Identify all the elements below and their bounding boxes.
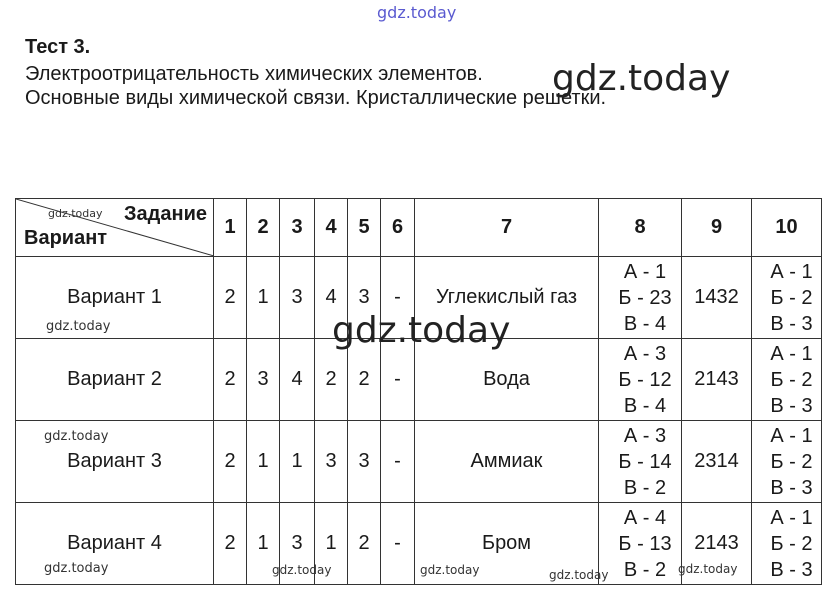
match-line: А - 3 bbox=[623, 342, 667, 365]
answer-cell-multi bbox=[752, 339, 822, 421]
header-col-10: 10 bbox=[752, 199, 822, 257]
match-line: В - 2 bbox=[623, 476, 667, 499]
match-line: Б - 23 bbox=[618, 286, 672, 309]
answer-value: 3 bbox=[291, 532, 303, 554]
answer-cell: 1 bbox=[280, 421, 315, 503]
match-line: А - 1 bbox=[770, 424, 813, 447]
title-block bbox=[25, 36, 606, 110]
variant-label: Вариант 1 bbox=[67, 286, 162, 308]
subtitle-line-1: Электроотрицательность химических элементов. bbox=[25, 63, 483, 85]
answer-cell: - bbox=[381, 339, 415, 421]
match-line: Б - 14 bbox=[618, 450, 672, 473]
header-col-7: 7 bbox=[415, 199, 599, 257]
watermark-row1: gdz.today bbox=[46, 319, 111, 334]
header-col-9: 9 bbox=[682, 199, 752, 257]
match-line: А - 1 bbox=[770, 260, 813, 283]
match-line: А - 4 bbox=[623, 506, 667, 529]
answer-cell-multi bbox=[752, 257, 822, 339]
answer-cell: - bbox=[381, 421, 415, 503]
header-corner-cell bbox=[16, 199, 214, 257]
answer-cell: Вода bbox=[415, 339, 599, 421]
answer-cell: - bbox=[381, 503, 415, 585]
match-line: А - 1 bbox=[623, 260, 667, 283]
answer-cell: 2314 bbox=[682, 421, 752, 503]
watermark-row4-col3: gdz.today bbox=[272, 563, 332, 577]
match-line: В - 4 bbox=[623, 394, 667, 417]
subtitle-line-2: Основные виды химической связи. Кристаллические решетки. bbox=[25, 87, 607, 109]
variant-name bbox=[16, 421, 214, 503]
variant-name bbox=[16, 257, 214, 339]
answer-cell-multi bbox=[549, 503, 682, 585]
answer-cell-multi bbox=[752, 503, 822, 585]
header-col-2: 2 bbox=[247, 199, 280, 257]
answer-cell: 2 bbox=[214, 339, 247, 421]
watermark-row4-col8: gdz.today bbox=[549, 568, 609, 582]
answer-cell: 2 bbox=[315, 339, 348, 421]
header-col-1: 1 bbox=[214, 199, 247, 257]
answer-cell bbox=[272, 503, 332, 585]
answer-cell: 2 bbox=[348, 339, 381, 421]
watermark-row4-col7: gdz.today bbox=[420, 563, 480, 577]
match-line: А - 1 bbox=[770, 342, 813, 365]
answer-cell: 1432 bbox=[682, 257, 752, 339]
watermark-center: gdz.today bbox=[332, 310, 511, 351]
answer-cell: 3 bbox=[348, 421, 381, 503]
answer-cell: 4 bbox=[280, 339, 315, 421]
table-row bbox=[16, 503, 822, 585]
answer-cell: 3 bbox=[348, 257, 381, 339]
answer-cell: 2 bbox=[348, 503, 381, 585]
answer-cell: 1 bbox=[247, 257, 280, 339]
answer-cell: 2 bbox=[214, 421, 247, 503]
answer-cell-multi bbox=[752, 421, 822, 503]
match-line: В - 3 bbox=[770, 476, 813, 499]
match-line: Б - 2 bbox=[770, 286, 813, 309]
answer-value: Бром bbox=[481, 532, 532, 554]
answer-cell-multi bbox=[599, 421, 682, 503]
answer-cell: 3 bbox=[280, 257, 315, 339]
table-header-row bbox=[16, 199, 822, 257]
variant-name bbox=[16, 503, 214, 585]
match-line: В - 3 bbox=[770, 394, 813, 417]
match-line: Б - 2 bbox=[770, 450, 813, 473]
match-line: В - 3 bbox=[770, 312, 813, 335]
answer-cell: 1 bbox=[247, 503, 280, 585]
watermark-title: gdz.today bbox=[552, 58, 731, 99]
table-row bbox=[16, 421, 822, 503]
variant-name: Вариант 2 bbox=[16, 339, 214, 421]
answer-cell: 2143 bbox=[682, 339, 752, 421]
answer-cell: 3 bbox=[247, 339, 280, 421]
variant-label: Вариант 3 bbox=[67, 450, 162, 472]
watermark-row4: gdz.today bbox=[44, 561, 109, 576]
answer-cell: 4 bbox=[315, 257, 348, 339]
match-line: В - 3 bbox=[770, 558, 813, 581]
variant-label: Вариант 4 bbox=[67, 532, 162, 554]
answer-cell: 2 bbox=[214, 257, 247, 339]
watermark-header: gdz.today bbox=[48, 207, 103, 220]
answer-cell: 1 bbox=[247, 421, 280, 503]
watermark-row3: gdz.today bbox=[44, 429, 109, 444]
header-col-8: 8 bbox=[599, 199, 682, 257]
match-line: Б - 2 bbox=[770, 532, 813, 555]
header-variant-label: Вариант bbox=[24, 227, 108, 249]
header-col-3: 3 bbox=[280, 199, 315, 257]
answer-cell: 1 bbox=[315, 503, 348, 585]
match-line: А - 1 bbox=[770, 506, 813, 529]
watermark-row4-col9: gdz.today bbox=[678, 562, 738, 576]
answer-cell-multi bbox=[599, 339, 682, 421]
match-line: Б - 2 bbox=[770, 368, 813, 391]
answer-value: 2143 bbox=[694, 532, 739, 554]
header-col-6: 6 bbox=[381, 199, 415, 257]
answer-cell: Аммиак bbox=[415, 421, 599, 503]
match-line: А - 3 bbox=[623, 424, 667, 447]
answer-cell-multi bbox=[599, 257, 682, 339]
page-title: Тест 3. bbox=[25, 36, 91, 58]
header-col-4: 4 bbox=[315, 199, 348, 257]
answers-table bbox=[15, 198, 822, 585]
watermark-top: gdz.today bbox=[377, 3, 457, 22]
answer-cell: - bbox=[381, 257, 415, 339]
answer-cell: 2 bbox=[214, 503, 247, 585]
answer-cell: 3 bbox=[315, 421, 348, 503]
answer-cell bbox=[678, 503, 752, 585]
match-line: В - 4 bbox=[623, 312, 667, 335]
header-task-label: Задание bbox=[124, 203, 207, 225]
match-line: Б - 13 bbox=[618, 532, 672, 555]
match-line: Б - 12 bbox=[618, 368, 672, 391]
header-col-5: 5 bbox=[348, 199, 381, 257]
match-line: В - 2 bbox=[623, 558, 667, 581]
answer-cell: Углекислый газ bbox=[415, 257, 599, 339]
